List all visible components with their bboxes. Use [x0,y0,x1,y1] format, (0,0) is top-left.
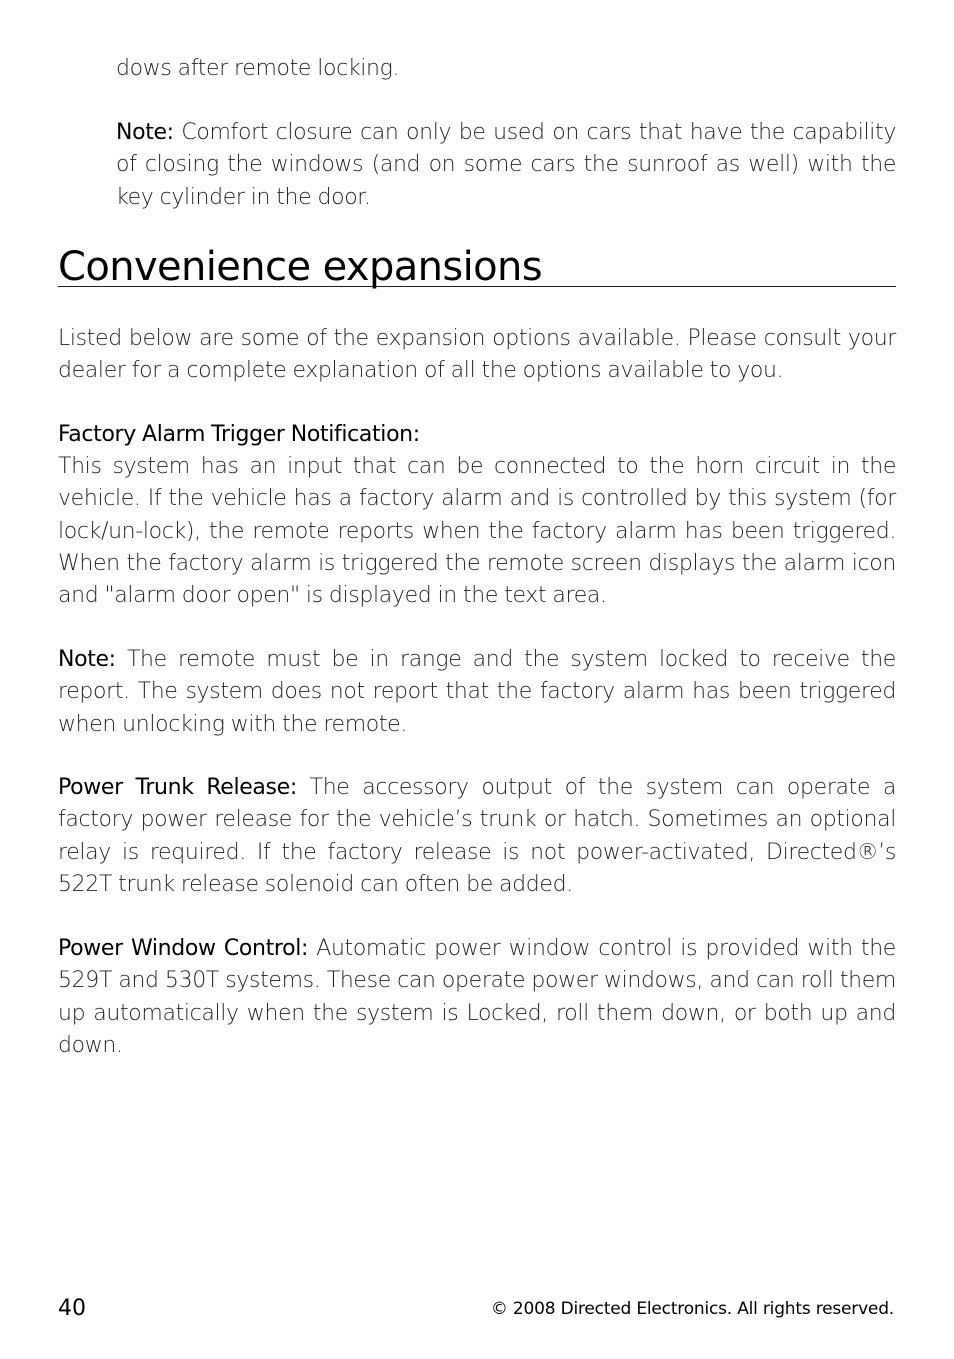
section-lead [58,323,896,388]
section-heading [58,240,896,290]
factory-alarm-text: This system has an input that can be connected to the horn circuit in the vehicle. If the vehicle has a factory alarm and is controlled by this system (for lock/un-lock), the remote reports when the factory alarm has been triggered. When the factory alarm is triggered the remote screen displays the alarm icon and "alarm door open" is displayed in the text area. [58,454,896,609]
power-window-label: Power Window Control: [58,936,309,961]
note-label: Note: [116,120,174,145]
copyright-notice: © 2008 Directed Electronics. All rights reserved. [490,1299,894,1319]
note-text: Comfort closure can only be used on cars that have the capability of closing the windows (and on some cars the sunroof as well) with the key cylinder in the door. [116,120,896,210]
section-title: Convenience expansions [58,244,543,290]
factory-alarm-note [58,644,896,741]
power-trunk-label: Power Trunk Release: [58,775,297,800]
section-lead-text: Listed below are some of the expansion options available. Please consult your dealer for a complete explanation of all the options available to you. [58,326,896,384]
power-window-paragraph [58,933,896,1062]
factory-alarm-heading [58,419,896,451]
continued-text-content: dows after remote locking. [116,56,400,81]
power-trunk-paragraph [58,772,896,901]
note-text: The remote must be in range and the system locked to receive the report. The system does not report that the factory alarm has been triggered when unlocking with the remote. [58,647,896,737]
power-window-text: Automatic power window control is provided with the 529T and 530T systems. These can operate power windows, and can roll them up automatically when the system is Locked, roll them down, or both up and down. [58,936,896,1058]
comfort-closure-note [116,117,896,214]
note-label: Note: [58,647,116,672]
factory-alarm-paragraph [58,451,896,612]
power-trunk-text: The accessory output of the system can operate a factory power release for the vehicle’s trunk or hatch. Sometimes an optional relay is required. If the factory release is not power-activated, Directed®’s 522T trunk release solenoid can often be added. [58,775,896,897]
page-number: 40 [58,1296,86,1321]
continued-text [116,53,896,85]
factory-alarm-heading-text: Factory Alarm Trigger Notification: [58,422,420,447]
